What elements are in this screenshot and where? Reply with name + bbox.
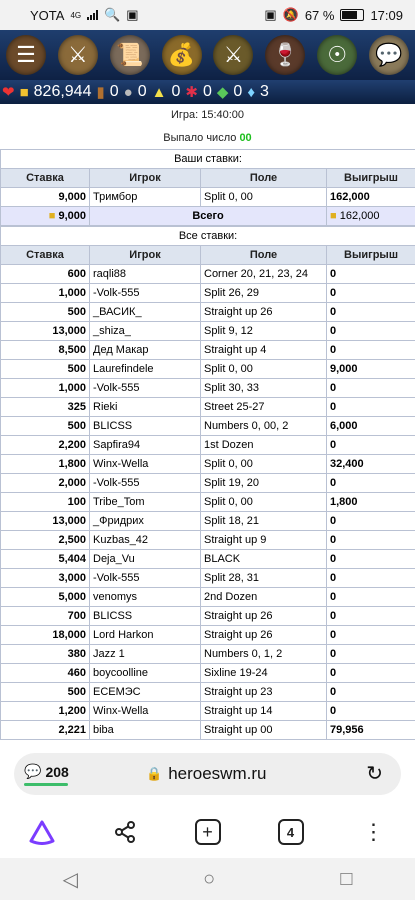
field-cell: 2nd Dozen: [201, 588, 327, 607]
player-cell[interactable]: -Volk-555: [90, 284, 201, 303]
bet-cell: 460: [1, 664, 90, 683]
table-row: [1, 588, 415, 607]
field-cell: Split 30, 33: [201, 379, 327, 398]
scroll-icon[interactable]: 📜: [110, 35, 150, 75]
wood-amount: 0: [109, 83, 119, 100]
player-cell[interactable]: ЕСЕМЭС: [90, 683, 201, 702]
bet-cell: 2,221: [1, 721, 90, 740]
roulette-icon[interactable]: ☉: [317, 35, 357, 75]
all-bets-title: Все ставки:: [1, 227, 415, 246]
nfc-icon: ▣: [264, 7, 277, 22]
reload-icon[interactable]: ↻: [366, 763, 383, 785]
player-cell[interactable]: BLICSS: [90, 417, 201, 436]
table-row: [1, 265, 415, 284]
status-bar: [0, 0, 415, 30]
field-cell: Split 19, 20: [201, 474, 327, 493]
field-cell: Split 28, 31: [201, 569, 327, 588]
player-cell[interactable]: biba: [90, 721, 201, 740]
player-cell[interactable]: Дед Макар: [90, 341, 201, 360]
your-bets-title: Ваши ставки:: [1, 150, 415, 169]
chat-bubble-icon[interactable]: 💬: [369, 35, 409, 75]
win-cell: 79,956: [327, 721, 415, 740]
resource-bar: [0, 80, 415, 104]
win-cell: 0: [327, 379, 415, 398]
bet-cell: 1,800: [1, 455, 90, 474]
crystal-icon: ✱: [185, 84, 198, 101]
table-row: 9,000 Тримбор Split 0, 00 162,000: [1, 188, 415, 207]
win-cell: 0: [327, 702, 415, 721]
table-row: [1, 398, 415, 417]
bet-cell: 1,000: [1, 284, 90, 303]
bet-cell: 18,000: [1, 626, 90, 645]
battery-percent: 67 %: [304, 7, 335, 23]
gold-icon: ■: [48, 210, 56, 222]
table-row: [1, 417, 415, 436]
signal-icon: [87, 10, 98, 20]
bet-cell: 13,000: [1, 512, 90, 531]
total-row: ■ 9,000 Всего ■ 162,000: [1, 207, 415, 226]
ore-icon: ●: [123, 83, 133, 101]
bet-cell: 8,500: [1, 341, 90, 360]
dropped-number: 00: [239, 132, 252, 144]
bet-cell: 600: [1, 265, 90, 284]
player-cell[interactable]: Winx-Wella: [90, 702, 201, 721]
bet-cell: 5,000: [1, 588, 90, 607]
table-row: [1, 531, 415, 550]
win-cell: 0: [327, 664, 415, 683]
field-cell: Straight up 4: [201, 341, 327, 360]
field-cell: Street 25-27: [201, 398, 327, 417]
share-icon[interactable]: [108, 815, 142, 849]
total-label: Всего: [90, 207, 327, 226]
table-row: [1, 702, 415, 721]
gems-amount: 0: [233, 83, 243, 100]
field-cell: Straight up 9: [201, 531, 327, 550]
win-cell: 0: [327, 645, 415, 664]
field-cell: Split 18, 21: [201, 512, 327, 531]
browser-address-bar: [0, 744, 415, 806]
field-cell: Straight up 26: [201, 303, 327, 322]
win-cell: 32,400: [327, 455, 415, 474]
field-cell: Straight up 26: [201, 626, 327, 645]
player-cell[interactable]: _ВАСИК_: [90, 303, 201, 322]
clock: 17:09: [370, 7, 403, 23]
bet-cell: 700: [1, 607, 90, 626]
diamond-icon: ♦: [247, 83, 255, 101]
ore-amount: 0: [137, 83, 147, 100]
player-cell[interactable]: Jazz 1: [90, 645, 201, 664]
bet-cell: 1,000: [1, 379, 90, 398]
gold-icon: ■: [330, 210, 337, 222]
crystal-amount: 0: [202, 83, 212, 100]
gold-icon: ■: [19, 83, 29, 101]
new-tab-button[interactable]: [191, 815, 225, 849]
network-type: 4G: [70, 10, 82, 20]
more-menu-icon[interactable]: ⋮: [362, 819, 385, 844]
player-cell[interactable]: boycoolline: [90, 664, 201, 683]
field-cell: Straight up 00: [201, 721, 327, 740]
search-icon: 🔍: [104, 7, 121, 22]
player-cell[interactable]: raqli88: [90, 265, 201, 284]
bet-cell: 3,000: [1, 569, 90, 588]
table-row: [1, 626, 415, 645]
table-row: [1, 436, 415, 455]
win-cell: 0: [327, 683, 415, 702]
table-row: [1, 664, 415, 683]
field-cell: Corner 20, 21, 23, 24: [201, 265, 327, 284]
mute-icon: 🔕: [282, 7, 299, 22]
win-cell: 0: [327, 531, 415, 550]
bet-cell: 2,000: [1, 474, 90, 493]
table-row: [1, 284, 415, 303]
system-nav: [0, 858, 415, 900]
bet-cell: 500: [1, 683, 90, 702]
table-row: [1, 550, 415, 569]
chat-progress: [24, 783, 68, 786]
field-cell: Numbers 0, 00, 2: [201, 417, 327, 436]
field-cell: Split 0, 00: [201, 360, 327, 379]
bet-cell: 2,200: [1, 436, 90, 455]
table-row: [1, 512, 415, 531]
bet-cell: 325: [1, 398, 90, 417]
win-cell: 0: [327, 284, 415, 303]
heart-icon: ❤: [2, 84, 15, 101]
win-cell: 0: [327, 322, 415, 341]
bet-cell: 2,500: [1, 531, 90, 550]
alice-icon[interactable]: [25, 815, 59, 849]
win-cell: 0: [327, 626, 415, 645]
knight-helmet-icon[interactable]: ⚔: [58, 35, 98, 75]
chat-count: 208: [45, 763, 69, 780]
tab-count: 4: [278, 819, 304, 845]
back-icon[interactable]: ◁: [62, 868, 78, 891]
bet-cell: 1,200: [1, 702, 90, 721]
gold-amount: 826,944: [33, 83, 92, 100]
win-cell: 0: [327, 265, 415, 284]
all-bets-table: [0, 226, 415, 740]
player-cell[interactable]: _Фридрих: [90, 512, 201, 531]
wood-icon: ▮: [96, 84, 105, 101]
win-cell: 0: [327, 436, 415, 455]
player-cell[interactable]: BLICSS: [90, 607, 201, 626]
your-bets-table: [0, 149, 415, 226]
win-cell: 0: [327, 398, 415, 417]
table-row: [1, 322, 415, 341]
dropped-label: Выпало число: [163, 132, 237, 144]
win-cell: 0: [327, 607, 415, 626]
menu-icon[interactable]: ☰: [6, 35, 46, 75]
table-row: [1, 721, 415, 740]
win-cell: 6,000: [327, 417, 415, 436]
win-cell: 9,000: [327, 360, 415, 379]
col-bet: Ставка: [1, 169, 90, 188]
diamond-amount: 3: [259, 83, 269, 100]
col-win: Выигрыш: [327, 246, 415, 265]
player-cell[interactable]: venomys: [90, 588, 201, 607]
field-cell: BLACK: [201, 550, 327, 569]
bet-cell: 500: [1, 303, 90, 322]
win-cell: 0: [327, 341, 415, 360]
table-row: [1, 493, 415, 512]
crossed-swords-icon[interactable]: ⚔: [213, 35, 253, 75]
col-field: Поле: [201, 246, 327, 265]
field-cell: Split 26, 29: [201, 284, 327, 303]
bag-icon[interactable]: 💰: [162, 35, 202, 75]
player-cell[interactable]: Lord Harkon: [90, 626, 201, 645]
bet-cell: 500: [1, 417, 90, 436]
player-cell[interactable]: -Volk-555: [90, 474, 201, 493]
field-cell: Sixline 19-24: [201, 664, 327, 683]
battery-icon: [340, 9, 364, 21]
win-cell: 0: [327, 588, 415, 607]
table-row: [1, 360, 415, 379]
table-row: [1, 379, 415, 398]
win-cell: 0: [327, 512, 415, 531]
sulfur-amount: 0: [171, 83, 181, 100]
field-cell: Straight up 26: [201, 607, 327, 626]
player-cell[interactable]: Rieki: [90, 398, 201, 417]
table-row: [1, 683, 415, 702]
field-cell: Split 0, 00: [201, 455, 327, 474]
dropped-number-line: [0, 127, 415, 149]
roulette-results: [0, 104, 415, 744]
player-cell[interactable]: Tribe_Tom: [90, 493, 201, 512]
chat-icon: 💬: [24, 763, 42, 779]
field-cell: Straight up 23: [201, 683, 327, 702]
field-cell: Split 0, 00: [201, 493, 327, 512]
tabs-button[interactable]: [274, 815, 308, 849]
game-label: Игра: 15:40:00: [170, 109, 245, 121]
bet-cell: 380: [1, 645, 90, 664]
table-row: [1, 474, 415, 493]
game-nav: [0, 30, 415, 80]
col-win: Выигрыш: [327, 169, 415, 188]
bet-cell: 500: [1, 360, 90, 379]
table-row: [1, 303, 415, 322]
chat-counter[interactable]: [24, 763, 69, 780]
table-row: [1, 569, 415, 588]
table-row: [1, 341, 415, 360]
bet-cell: 100: [1, 493, 90, 512]
player-cell[interactable]: _shiza_: [90, 322, 201, 341]
field-cell: 1st Dozen: [201, 436, 327, 455]
field-cell: Straight up 14: [201, 702, 327, 721]
col-player: Игрок: [90, 169, 201, 188]
recents-icon[interactable]: □: [340, 867, 353, 890]
win-cell: 0: [327, 569, 415, 588]
col-field: Поле: [201, 169, 327, 188]
player-cell[interactable]: Deja_Vu: [90, 550, 201, 569]
bet-cell: 5,404: [1, 550, 90, 569]
player-cell[interactable]: Winx-Wella: [90, 455, 201, 474]
home-icon[interactable]: ○: [203, 867, 216, 890]
player-cell[interactable]: Kuzbas_42: [90, 531, 201, 550]
table-row: [1, 607, 415, 626]
url-pill[interactable]: [14, 753, 401, 795]
col-player: Игрок: [90, 246, 201, 265]
lock-icon: 🔒: [146, 766, 163, 781]
table-row: [1, 645, 415, 664]
goblet-icon[interactable]: 🍷: [265, 35, 305, 75]
screenshot-icon: ▣: [126, 7, 139, 22]
player-cell[interactable]: -Volk-555: [90, 379, 201, 398]
sulfur-icon: ▲: [151, 83, 167, 101]
bet-cell: 13,000: [1, 322, 90, 341]
carrier-label: YOTA: [30, 7, 65, 23]
field-cell: Split 9, 12: [201, 322, 327, 341]
col-bet: Ставка: [1, 246, 90, 265]
table-row: [1, 455, 415, 474]
win-cell: 1,800: [327, 493, 415, 512]
player-cell[interactable]: Laurefindele: [90, 360, 201, 379]
player-cell[interactable]: Sapfira94: [90, 436, 201, 455]
url-text: heroeswm.ru: [168, 764, 267, 783]
player-cell[interactable]: -Volk-555: [90, 569, 201, 588]
plus-icon: +: [195, 819, 221, 845]
win-cell: 0: [327, 303, 415, 322]
win-cell: 0: [327, 550, 415, 569]
gems-icon: ◆: [216, 84, 229, 101]
browser-toolbar: [0, 806, 415, 858]
field-cell: Numbers 0, 1, 2: [201, 645, 327, 664]
win-cell: 0: [327, 474, 415, 493]
